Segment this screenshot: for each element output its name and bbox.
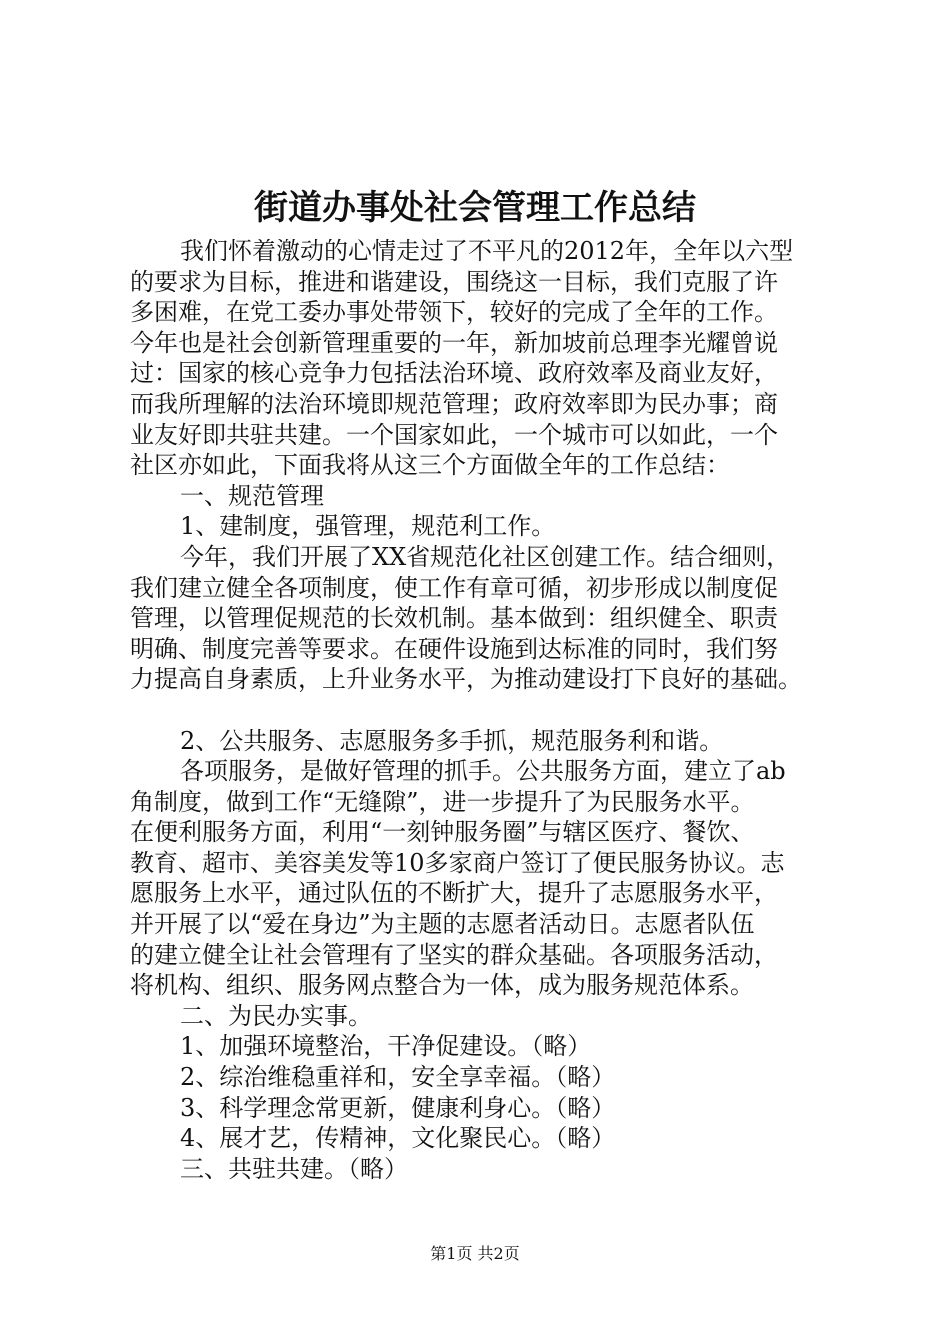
- paragraph-line: 角制度，做到工作“无缝隙”，进一步提升了为民服务水平。: [130, 787, 755, 816]
- section-heading: 三、共驻共建。（略）: [180, 1154, 408, 1183]
- paragraph-line: 管理，以管理促规范的长效机制。基本做到：组织健全、职责: [130, 604, 778, 633]
- paragraph-line: 的要求为目标，推进和谐建设，围绕这一目标，我们克服了许: [130, 267, 778, 296]
- paragraph-line: 的建立健全让社会管理有了坚实的群众基础。各项服务活动，: [130, 940, 778, 969]
- paragraph-line: 多困难，在党工委办事处带领下，较好的完成了全年的工作。: [130, 298, 778, 327]
- paragraph-line: 愿服务上水平，通过队伍的不断扩大，提升了志愿服务水平，: [130, 879, 778, 908]
- paragraph-line: 社区亦如此，下面我将从这三个方面做全年的工作总结：: [130, 451, 730, 480]
- paragraph-line: 将机构、组织、服务网点整合为一体，成为服务规范体系。: [130, 971, 754, 1000]
- paragraph-line: 业友好即共驻共建。一个国家如此，一个城市可以如此，一个: [130, 420, 778, 449]
- paragraph-line: 而我所理解的法治环境即规范管理；政府效率即为民办事；商: [130, 389, 778, 418]
- section-heading: 二、为民办实事。: [180, 1001, 372, 1030]
- document-body: [130, 236, 860, 1184]
- blank-line: [130, 695, 860, 726]
- page-footer: 第1页 共2页: [430, 1244, 520, 1263]
- paragraph-line: 教育、超市、美容美发等10多家商户签订了便民服务协议。志: [130, 848, 785, 877]
- paragraph-line: 力提高自身素质，上升业务水平，为推动建设打下良好的基础。: [130, 665, 802, 694]
- list-item: 1、加强环境整治，干净促建设。（略）: [180, 1032, 592, 1061]
- paragraph-line: 各项服务，是做好管理的抓手。公共服务方面，建立了ab: [180, 757, 786, 786]
- section-heading: 一、规范管理: [180, 481, 324, 510]
- document-title: 街道办事处社会管理工作总结: [254, 188, 696, 228]
- paragraph-line: 在便利服务方面，利用“一刻钟服务圈”与辖区医疗、餐饮、: [130, 818, 755, 847]
- paragraph-line: 过：国家的核心竞争力包括法治环境、政府效率及商业友好，: [130, 359, 778, 388]
- paragraph-line: 我们建立健全各项制度，使工作有章可循，初步形成以制度促: [130, 573, 778, 602]
- paragraph-line: 今年也是社会创新管理重要的一年，新加坡前总理李光耀曾说: [130, 328, 778, 357]
- paragraph-line: 我们怀着激动的心情走过了不平凡的2012年，全年以六型: [180, 237, 794, 265]
- paragraph-line: 并开展了以“爱在身边”为主题的志愿者活动日。志愿者队伍: [130, 910, 755, 939]
- list-item: 4、展才艺，传精神，文化聚民心。（略）: [180, 1124, 616, 1153]
- subsection-heading: 2、公共服务、志愿服务多手抓，规范服务利和谐。: [180, 726, 724, 755]
- subsection-heading: 1、建制度，强管理，规范利工作。: [180, 512, 556, 541]
- list-item: 3、科学理念常更新，健康利身心。（略）: [180, 1093, 616, 1122]
- paragraph-line: 明确、制度完善等要求。在硬件设施到达标准的同时，我们努: [130, 634, 778, 663]
- paragraph-line: 今年，我们开展了XX省规范化社区创建工作。结合细则，: [180, 542, 791, 571]
- list-item: 2、综治维稳重祥和，安全享幸福。（略）: [180, 1063, 616, 1092]
